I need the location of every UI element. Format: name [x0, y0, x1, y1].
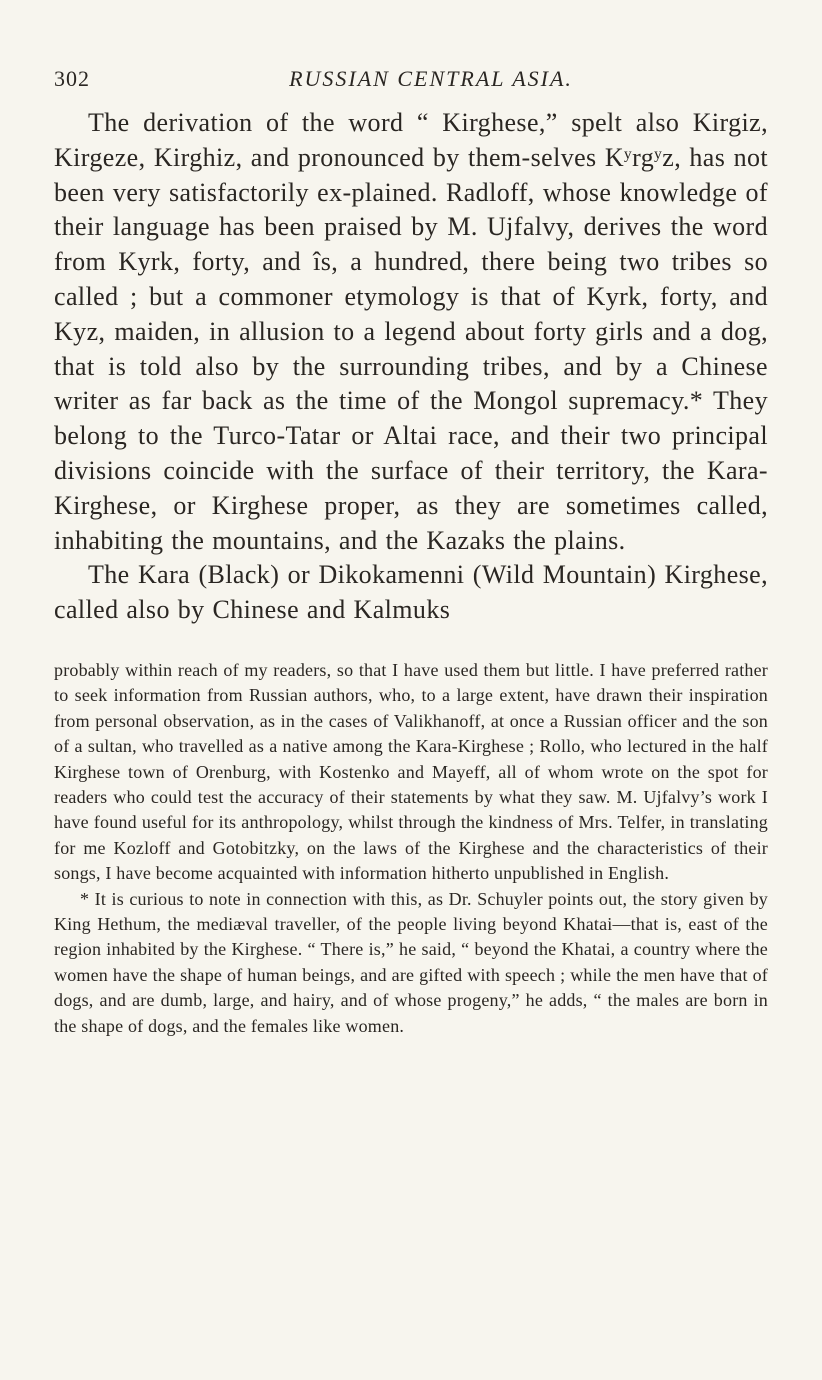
footnote-asterisk: * It is curious to note in connection with this, as Dr. Schuyler points out, the story given by King Hethum, the mediæval traveller, of the people living beyond Khatai—that is, east of the region inhabited by the Kirghese. “ There is,” he said, “ beyond the Khatai, a country where the women have the shape of human beings, and are gifted with speech ; while the men have that of dogs, and are dumb, large, and hairy, and of whose progeny,” he adds, “ the males are born in the shape of dogs, and the females like women.	[54, 888, 768, 1036]
book-page	[54, 66, 768, 1039]
body-paragraph: The Kara (Black) or Dikokamenni (Wild Mountain) Kirghese, called also by Chinese and Kalmuks	[54, 560, 768, 625]
footnote-continued: probably within reach of my readers, so that I have used them but little. I have preferred rather to seek information from Russian authors, who, to a large extent, have drawn their inspiration from personal observation, as in the cases of Valikhanoff, at once a Russian officer and the son of a sultan, who travelled as a native among the Kara-Kirghese ; Rollo, who lectured in the half Kirghese town of Orenburg, with Kostenko and Mayeff, all of whom wrote on the spot for readers who could test the accuracy of their statements by what they saw. M. Ujfalvy’s work I have found useful for its anthropology, whilst through the kindness of Mrs. Telfer, in translating for me Kozloff and Gotobitzky, on the laws of the Kirghese and the characteristics of their songs, I have become acquainted with information hitherto unpublished in English.	[54, 659, 768, 884]
body-paragraph: The derivation of the word “ Kirghese,” spelt also Kirgiz, Kirgeze, Kirghiz, and pronounced by them-selves Kʸrgʸz, has not been very satisfactorily ex-plained. Radloff, whose knowledge of their language has been praised by M. Ujfalvy, derives the word from Kyrk, forty, and îs, a hundred, there being two tribes so called ; but a commoner etymology is that of Kyrk, forty, and Kyz, maiden, in allusion to a legend about forty girls and a dog, that is told also by the surrounding tribes, and by a Chinese writer as far back as the time of the Mongol supremacy.* They belong to the Turco-Tatar or Altai race, and their two principal divisions coincide with the surface of their territory, the Kara-Kirghese, or Kirghese proper, as they are sometimes called, inhabiting the mountains, and the Kazaks the plains.	[54, 108, 768, 555]
footnotes	[54, 658, 768, 1039]
main-text	[54, 106, 768, 628]
running-head	[54, 66, 768, 106]
running-title: RUSSIAN CENTRAL ASIA.	[289, 66, 573, 91]
page-number: 302	[54, 66, 90, 91]
